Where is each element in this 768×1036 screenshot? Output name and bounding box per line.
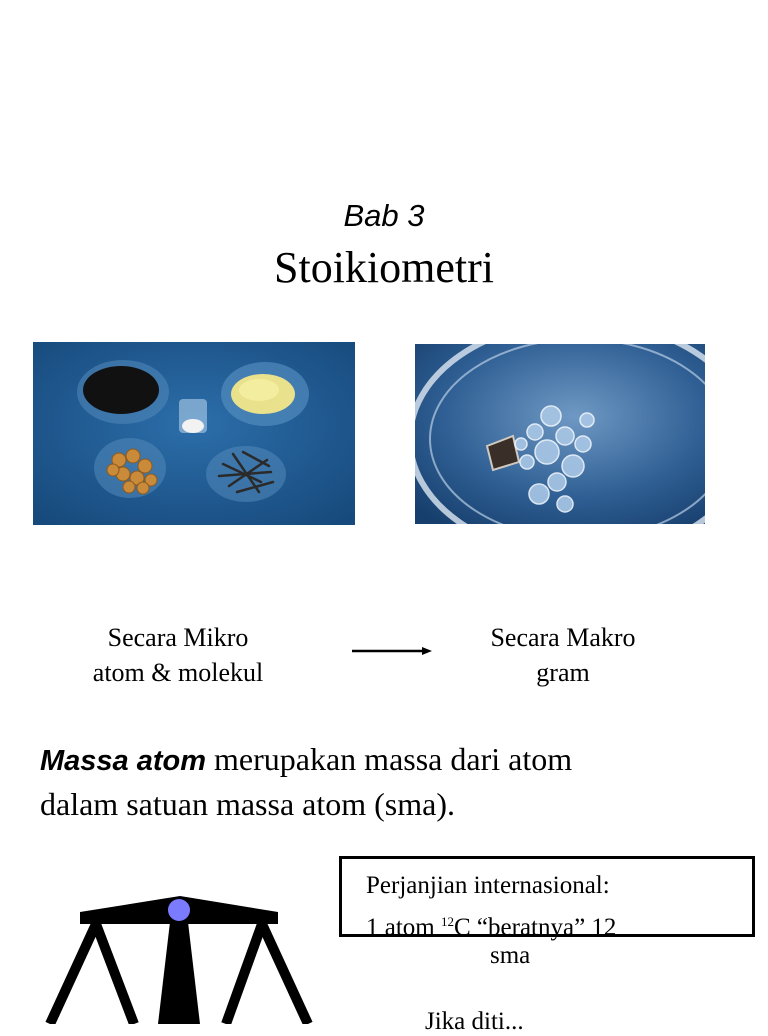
substances-photo — [33, 342, 355, 525]
agreement-line2: 1 atom $^{12}$C “beratnya” 12 — [366, 914, 617, 941]
substances-illustration — [33, 342, 355, 525]
agreement-text — [366, 868, 696, 946]
macro-caption-line2: gram — [536, 658, 590, 687]
right-arrow-icon — [350, 643, 434, 659]
atomic-mass-definition — [40, 738, 740, 826]
micro-caption-line1: Secara Mikro — [107, 623, 249, 652]
agreement-cut-text: Jika diti... — [425, 1008, 524, 1035]
slide-subtitle: Bab 3 — [343, 198, 425, 233]
definition-line2: dalam satuan massa atom (sma). — [40, 786, 455, 822]
slide-title: Stoikiometri — [274, 243, 494, 292]
macro-caption-line1: Secara Makro — [490, 623, 636, 652]
atomic-mass-term: Massa atom — [40, 745, 207, 777]
agreement-line3: sma — [490, 942, 531, 969]
micro-caption-line2: atom & molekul — [92, 658, 264, 687]
reaction-illustration — [415, 344, 705, 524]
balance-scale-icon — [30, 890, 330, 1024]
isotope-mass-number: 12 — [441, 914, 454, 929]
micro-caption — [48, 620, 308, 690]
definition-line1-rest: merupakan massa dari atom — [206, 741, 573, 777]
reaction-photo — [415, 344, 705, 524]
balance-pivot — [168, 899, 190, 921]
macro-caption — [443, 620, 683, 690]
agreement-line1: Perjanjian internasional: — [366, 872, 610, 899]
